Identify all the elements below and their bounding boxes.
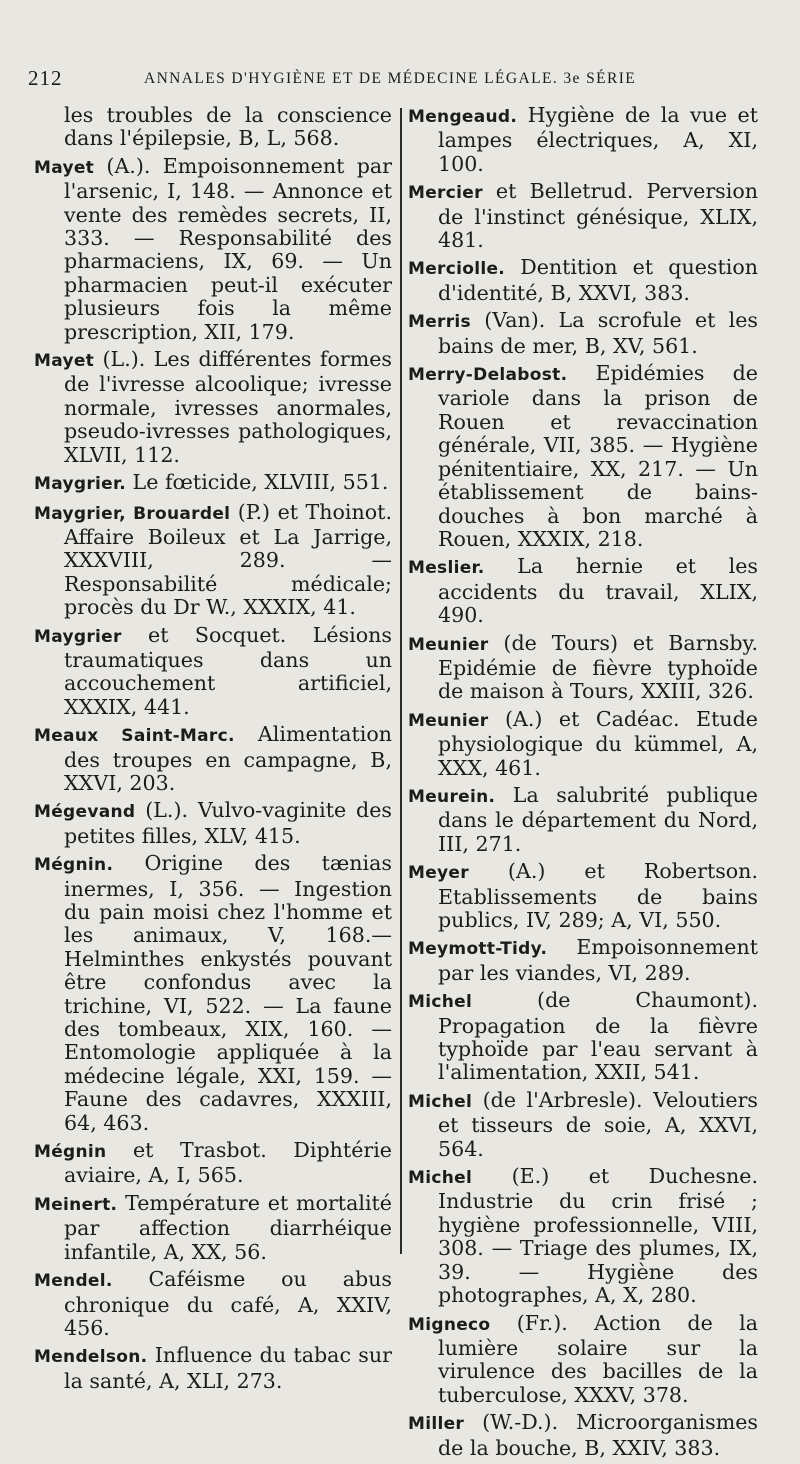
entry-text: Hygiène de la vue et lampes électriques, A, XI, 100. (438, 103, 758, 176)
author-name: Meunier (408, 710, 489, 731)
entry-text: (W.-D.). Microorganismes de la bouche, B, XXIV, 383. (438, 1410, 758, 1460)
entry-text: et Belletrud. Perversion de l'instinct génésique, XLIX, 481. (438, 179, 758, 253)
index-entry (34, 799, 392, 848)
author-name: Mendelson. (34, 1347, 148, 1368)
index-entry (408, 632, 758, 704)
index-entry (408, 1165, 758, 1307)
index-entry (34, 1139, 392, 1188)
entry-text: Empoisonnement par les viandes, VI, 289. (438, 935, 758, 985)
page-header (28, 66, 776, 96)
author-name: Merry-Delabost. (408, 365, 568, 386)
author-name: Mercier (408, 183, 483, 204)
author-name: Mégnin (34, 1142, 107, 1163)
author-name: Maygrier (34, 626, 122, 647)
index-entry (408, 936, 758, 985)
index-entry (34, 1268, 392, 1340)
index-entry (408, 708, 758, 780)
author-name: Merris (408, 312, 471, 333)
author-name: Maygrier. (34, 474, 126, 495)
entry-text: Température et mortalité par affection diarrhéique infantile, A, XX, 56. (64, 1190, 392, 1264)
index-entry (408, 1312, 758, 1408)
index-entry (408, 784, 758, 856)
entry-text: Origine des tænias inermes, I, 356. — Ingestion du pain moisi chez l'homme et les animaux, V, 168.— Helminthes enkystés pouvant être confondus avec la trichine, VI, 522. — La faune des tombeaux, XIX, 160. —Entomologie appliquée à la médecine légale, XXI, 159. — Faune des cadavres, XXXIII, 64, 463. (64, 851, 392, 1135)
entry-text: (L.). Les différentes formes de l'ivresse alcoolique; ivresse normale, ivresses anormales, pseudo-ivresses pathologiques, XLVII, 112. (64, 347, 392, 467)
author-name: Mayet (34, 351, 95, 372)
index-entry (408, 1089, 758, 1161)
author-name: Meunier (408, 634, 489, 655)
author-name: Mégevand (34, 802, 136, 823)
right-column (408, 104, 758, 1464)
author-name: Meyer (408, 863, 469, 884)
author-name: Mendel. (34, 1271, 113, 1292)
entry-text: Influence du tabac sur la santé, A, XLI, 273. (64, 1343, 392, 1393)
author-name: Meslier. (408, 558, 485, 579)
author-name: Merciolle. (408, 259, 506, 280)
author-name: Maygrier, Brouardel (34, 503, 231, 524)
entry-text: (Van). La scrofule et les bains de mer, B, XV, 561. (438, 308, 758, 358)
left-column (34, 104, 392, 1397)
index-entry (34, 348, 392, 467)
entry-text: (Fr.). Action de la lumière solaire sur la virulence des bacilles de la tuberculose, XXXV, 378. (438, 1310, 758, 1407)
entry-text: les troubles de la conscience dans l'épilepsie, B, L, 568. (64, 103, 392, 151)
index-entry (34, 624, 392, 720)
index-entry (408, 256, 758, 305)
author-name: Mengeaud. (408, 107, 518, 127)
author-name: Meaux Saint-Marc. (34, 726, 235, 747)
running-title: ANNALES D'HYGIÈNE ET DE MÉDECINE LÉGALE. 3e SÉRIE (144, 70, 637, 87)
column-divider (400, 108, 402, 1254)
entry-text: Alimentation des troupes en campagne, B, XXVI, 203. (64, 722, 392, 795)
index-entry (408, 1411, 758, 1460)
index-entry (34, 104, 392, 151)
entry-text: Caféisme ou abus chronique du café, A, XXIV, 456. (64, 1267, 392, 1340)
index-entry (408, 362, 758, 551)
entry-text: (A.) et Robertson. Etablissements de bains publics, IV, 289; A, VI, 550. (438, 859, 758, 932)
index-entry (34, 1192, 392, 1264)
index-entry (408, 104, 758, 176)
entry-text: (de Tours) et Barnsby. Epidémie de fièvre typhoïde de maison à Tours, XXIII, 326. (438, 630, 758, 704)
entry-text: (P.) et Thoinot. Affaire Boileux et La Jarrige, XXXVIII, 289. — Responsabilité médicale; procès du Dr W., XXXIX, 41. (64, 499, 392, 620)
index-entry (408, 309, 758, 358)
author-name: Mégnin. (34, 855, 114, 876)
author-name: Miller (408, 1414, 465, 1435)
index-entry (408, 180, 758, 252)
index-entry (408, 555, 758, 627)
entry-text: (L.). Vulvo-vaginite des petites filles, XLV, 415. (64, 798, 392, 848)
entry-text: et Trasbot. Diphtérie aviaire, A, I, 565. (64, 1138, 392, 1188)
index-entry (34, 852, 392, 1135)
entry-text: (de Chaumont). Propagation de la fièvre typhoïde par l'eau servant à l'alimentation, XXII, 541. (438, 988, 758, 1085)
author-name: Michel (408, 1091, 473, 1112)
index-entry (34, 471, 392, 496)
entry-text: Le fœticide, XLVIII, 551. (125, 470, 389, 495)
author-name: Migneco (408, 1314, 491, 1335)
author-name: Meymott-Tidy. (408, 939, 548, 960)
index-entry (34, 1344, 392, 1393)
author-name: Michel (408, 992, 473, 1013)
entry-text: Epidémies de variole dans la prison de Rouen et revaccination générale, VII, 385. — Hygiène pénitentiaire, XX, 217. — Un établissement de bains-douches à bon marché à Rouen, XXXIX, 218. (438, 361, 758, 551)
entry-text: (A.). Empoisonnement par l'arsenic, I, 148. — Annonce et vente des remèdes secrets, II, 333. — Responsabilité des pharmaciens, IX, 69. — Un pharmacien peut-il exécuter plusieurs fois la même prescription, XII, 179. (64, 153, 392, 344)
index-entry (408, 989, 758, 1085)
author-name: Michel (408, 1168, 473, 1189)
entry-text: (A.) et Cadéac. Etude physiologique du kümmel, A, XXX, 461. (438, 706, 758, 780)
entry-text: et Socquet. Lésions traumatiques dans un accouchement artificiel, XXXIX, 441. (64, 622, 392, 719)
index-entry (34, 501, 392, 620)
entry-text: (E.) et Duchesne. Industrie du crin frisé ; hygiène professionnelle, VIII, 308. — Triage des plumes, IX, 39. — Hygiène des photographes, A, X, 280. (438, 1164, 758, 1308)
entry-text: Dentition et question d'identité, B, XXVI, 383. (438, 255, 758, 305)
page-number: 212 (28, 66, 63, 90)
entry-text: La hernie et les accidents du travail, XLIX, 490. (438, 554, 758, 628)
entry-text: La salubrité publique dans le département du Nord, III, 271. (438, 782, 758, 856)
author-name: Meinert. (34, 1194, 118, 1215)
index-entry (408, 860, 758, 932)
index-entry (34, 155, 392, 344)
author-name: Meurein. (408, 786, 496, 807)
author-name: Mayet (34, 157, 95, 178)
entry-text: (de l'Arbresle). Veloutiers et tisseurs de soie, A, XXVI, 564. (438, 1087, 758, 1161)
index-entry (34, 723, 392, 795)
